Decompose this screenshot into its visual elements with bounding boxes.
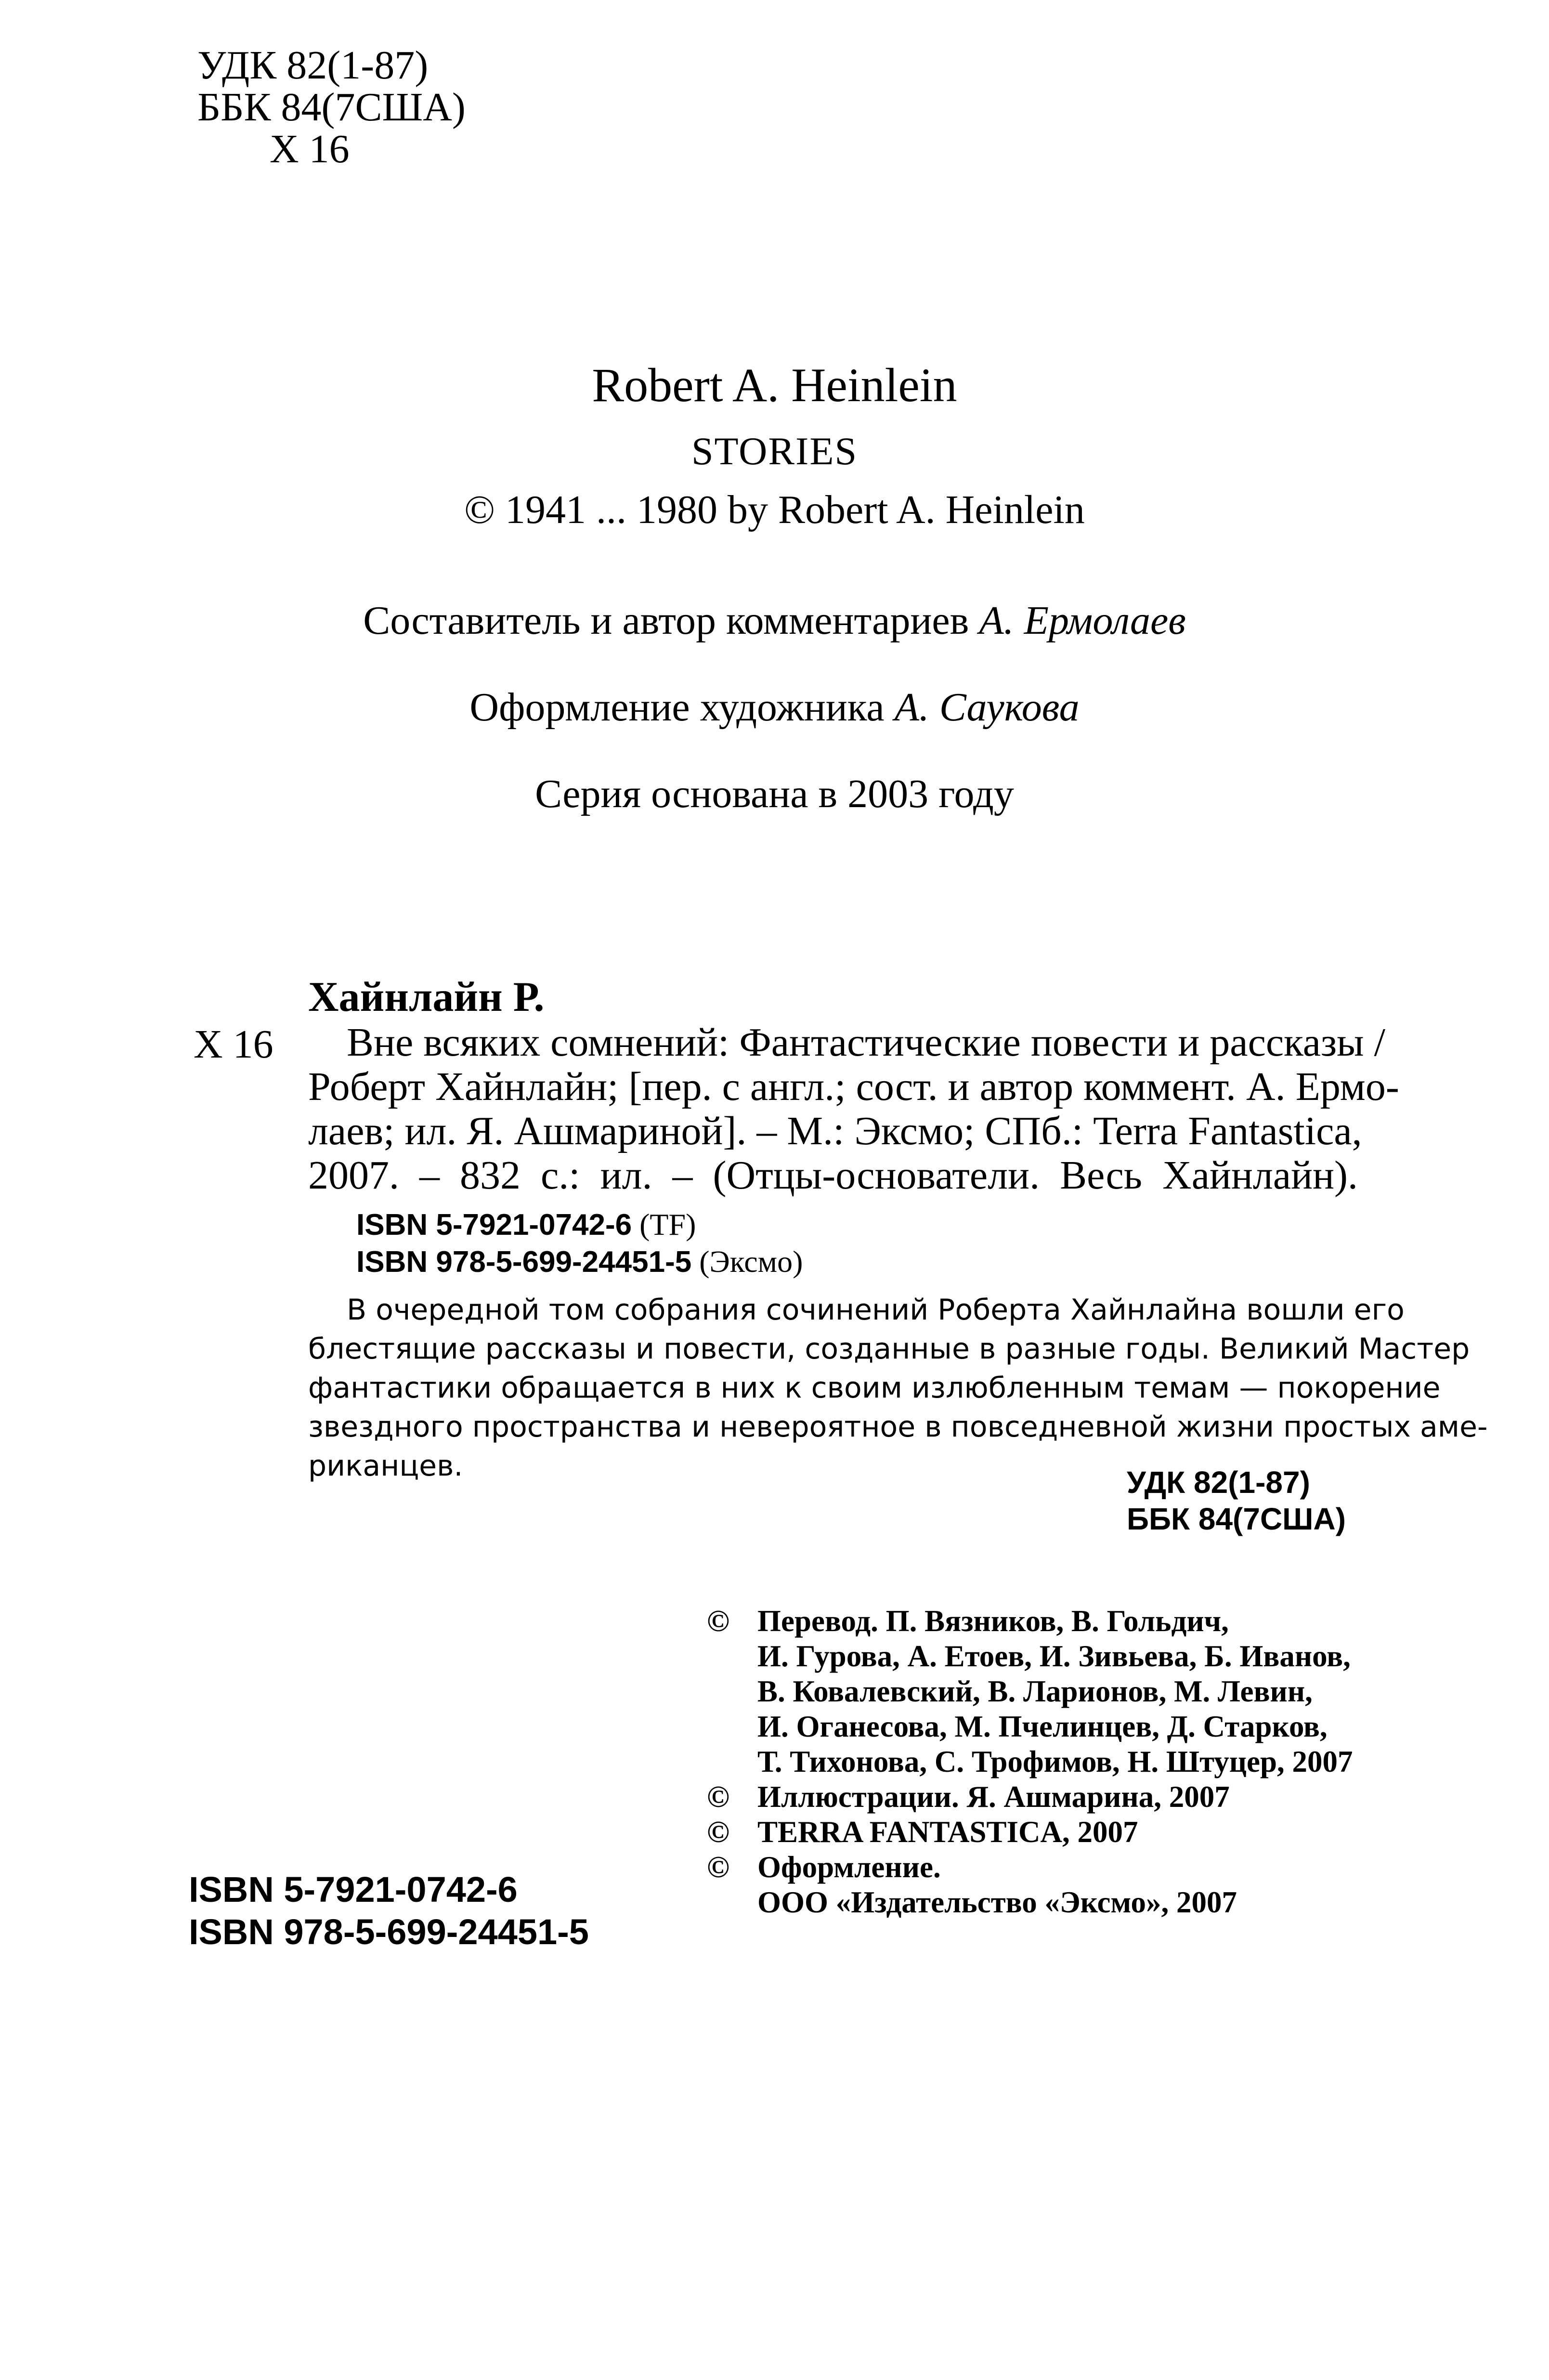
catalog-isbn-block: [356, 1206, 803, 1281]
copyright-line: В. Ковалевский, В. Ларионов, М. Левин,: [757, 1674, 1313, 1708]
compiler-name: А. Ермолаев: [979, 598, 1186, 643]
catalog-code: Х 16: [194, 1022, 273, 1067]
original-title: STORIES: [691, 429, 858, 473]
isbn-tf-note: (TF): [639, 1207, 696, 1242]
copyright-line: TERRA FANTASTICA, 2007: [757, 1815, 1138, 1849]
udk-code: УДК 82(1-87): [197, 43, 429, 88]
original-copyright: © 1941 ... 1980 by Robert A. Heinlein: [464, 487, 1085, 532]
copyright-line: Т. Тихонова, С. Трофимов, Н. Штуцер, 2007: [757, 1745, 1353, 1778]
author-sign: Х 16: [270, 127, 350, 171]
isbn-eksmo: ISBN 978-5-699-24451-5: [356, 1245, 692, 1279]
bbk-code: ББК 84(7США): [197, 85, 466, 130]
copyright-line: И. Оганесова, М. Пчелинцев, Д. Старков,: [757, 1710, 1328, 1743]
copyright-icon: ©: [707, 1815, 730, 1849]
isbn-eksmo-note: (Эксмо): [699, 1244, 803, 1279]
copyright-line: ООО «Издательство «Эксмо», 2007: [757, 1885, 1237, 1919]
udk-code-bottom: УДК 82(1-87): [1127, 1465, 1310, 1500]
copyright-icon: ©: [707, 1850, 730, 1884]
annotation-line: В очередной том собрания сочинений Роберта Хайнлайна вошли его: [347, 1293, 1405, 1327]
catalog-line: Вне всяких сомнений: Фантастические повести и рассказы /: [347, 1020, 1385, 1065]
classification-block: [197, 44, 466, 170]
copyright-list: [707, 1604, 1353, 1920]
annotation-line: риканцев.: [308, 1449, 463, 1483]
isbn-tf: ISBN 5-7921-0742-6: [356, 1208, 632, 1242]
design-credit: [0, 684, 1549, 731]
catalog-entry: [308, 974, 1399, 1198]
copyright-line: Иллюстрации. Я. Ашмарина, 2007: [757, 1780, 1230, 1814]
original-author: Robert A. Heinlein: [592, 358, 957, 412]
copyright-line: Перевод. П. Вязников, В. Гольдич,: [757, 1604, 1229, 1638]
annotation-line: звездного пространства и невероятное в повседневной жизни простых аме-: [308, 1410, 1488, 1444]
annotation-line: фантастики обращается в них к своим излюбленным темам — покорение: [308, 1371, 1441, 1405]
designer-name: А. Саукова: [894, 685, 1080, 730]
isbn-bottom-eksmo: ISBN 978-5-699-24451-5: [189, 1912, 589, 1952]
classification-bottom: [1127, 1464, 1346, 1537]
catalog-line: 2007. – 832 с.: ил. – (Отцы-основатели. Весь Хайнлайн).: [308, 1153, 1358, 1198]
catalog-line: лаев; ил. Я. Ашмариной]. – М.: Эксмо; СПб.: Terra Fantastica,: [308, 1109, 1362, 1153]
copyright-icon: ©: [707, 1780, 730, 1814]
copyright-line: Оформление.: [757, 1850, 941, 1884]
isbn-bottom-block: [189, 1869, 589, 1953]
series-note: Серия основана в 2003 году: [535, 772, 1014, 816]
design-label: Оформление художника: [469, 685, 895, 730]
annotation: [308, 1291, 1488, 1486]
catalog-line: Роберт Хайнлайн; [пер. с англ.; сост. и автор коммент. А. Ермо-: [308, 1064, 1399, 1109]
copyright-icon: ©: [707, 1604, 730, 1638]
isbn-bottom-tf: ISBN 5-7921-0742-6: [189, 1870, 518, 1909]
catalog-author: Хайнлайн Р.: [308, 974, 545, 1020]
bbk-code-bottom: ББК 84(7США): [1127, 1502, 1346, 1536]
copyright-line: И. Гурова, А. Етоев, И. Зивьева, Б. Иванов,: [757, 1639, 1351, 1673]
compiler-label: Составитель и автор комментариев: [363, 598, 979, 643]
annotation-line: блестящие рассказы и повести, созданные в разные годы. Великий Мастер: [308, 1332, 1470, 1366]
compiler-credit: [0, 597, 1549, 644]
